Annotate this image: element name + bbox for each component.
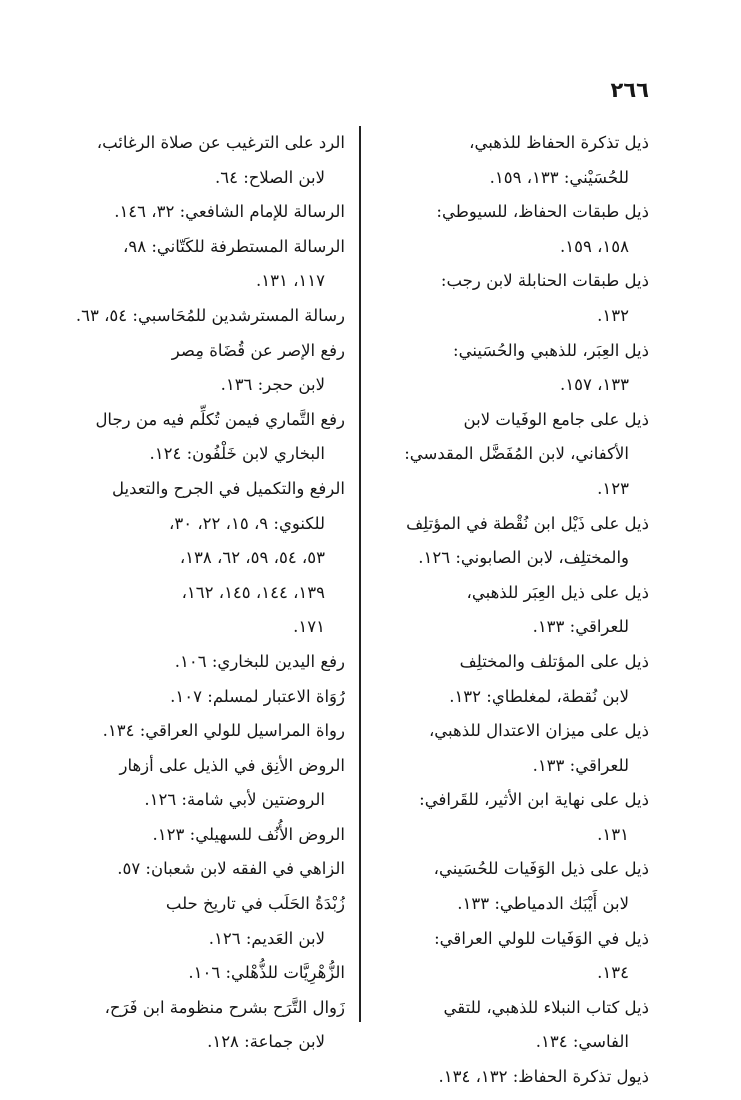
index-entry-continuation: لابن نُقطة، لمغلطاي: ١٣٢. [449, 686, 629, 706]
index-entry-title: رفع التَّماري فيمن تُكلِّم فيه من رجال [95, 409, 345, 429]
index-entry-continuation: ١٣٢. [597, 305, 629, 325]
index-entry [67, 472, 345, 645]
index-column-right [371, 126, 649, 1095]
index-entry-continuation: ١٣٣، ١٥٧. [559, 375, 629, 395]
index-entry [371, 264, 649, 333]
index-entry [67, 956, 345, 991]
index-entry-continuation: الروضتين لأبي شامة: ١٢٦. [144, 790, 325, 810]
index-entry [67, 818, 345, 853]
index-entry-title: ذيل في الوَفَيات للولي العراقي: [434, 928, 649, 948]
index-entry-title: ذيل تذكرة الحفاظ للذهبي، [469, 133, 649, 152]
index-entry-continuation: ١١٧، ١٣١. [255, 271, 325, 291]
index-column-left [67, 126, 345, 1060]
index-entry-continuation: للكنوي: ٩، ١٥، ٢٢، ٣٠، [169, 513, 325, 533]
index-entry-continuation: لابن الصلاح: ٦٤. [214, 167, 325, 187]
index-entry-title: رواة المراسيل للولي العراقي: ١٣٤. [102, 721, 345, 741]
index-entry-continuation: للعراقي: ١٣٣. [532, 617, 629, 637]
index-entry-title: ذيل على ميزان الاعتدال للذهبي، [428, 721, 649, 741]
index-entry-continuation: الفاسي: ١٣٤. [535, 1032, 629, 1052]
index-entry-title: الروض الأُنُف للسهيلي: ١٢٣. [152, 824, 345, 844]
index-entry [371, 403, 649, 507]
index-entry-continuation: للعراقي: ١٣٣. [532, 755, 629, 775]
index-entry-title: الرسالة للإمام الشافعي: ٣٢، ١٤٦. [114, 202, 345, 222]
index-entry [371, 576, 649, 645]
index-entry-continuation: ١٣٤. [597, 963, 629, 983]
index-entry [371, 645, 649, 714]
index-entry-continuation: للحُسَيْني: ١٣٣، ١٥٩. [489, 167, 629, 187]
index-entry [371, 991, 649, 1060]
index-entry-continuation: لابن العَديم: ١٢٦. [208, 928, 325, 948]
index-entry-continuation: لابن أَيْبَك الدمياطي: ١٣٣. [457, 894, 629, 914]
index-entry [371, 852, 649, 921]
index-entry-continuation: ٥٣، ٥٤، ٥٩، ٦٢، ١٣٨، [179, 548, 325, 568]
index-entry [67, 195, 345, 230]
index-entry-title: الرسالة المستطرفة للكَتّاني: ٩٨، [123, 236, 345, 256]
index-entry-continuation: ١٧١. [293, 617, 325, 637]
index-entry [371, 195, 649, 264]
index-entry-title: الزاهي في الفقه لابن شعبان: ٥٧. [117, 859, 345, 879]
index-entry-title: رفع الإصر عن قُضَاة مِصر [171, 340, 345, 360]
index-entry-title: ذيل طبقات الحنابلة لابن رجب: [440, 271, 649, 291]
column-divider [359, 126, 361, 1022]
index-entry [67, 714, 345, 749]
index-entry [371, 507, 649, 576]
index-entry-title: الرفع والتكميل في الجرح والتعديل [112, 478, 345, 498]
index-entry-continuation: لابن حجر: ١٣٦. [220, 375, 325, 395]
index-entry [371, 714, 649, 783]
index-entry [371, 783, 649, 852]
index-entry-title: ذيل على جامع الوفَيات لابن [463, 409, 649, 429]
index-entry-title: الرد على الترغيب عن صلاة الرغائب، [96, 133, 345, 152]
index-entry [67, 887, 345, 956]
index-entry-continuation: ١٣٩، ١٤٤، ١٤٥، ١٦٢، [181, 582, 325, 602]
index-entry [67, 991, 345, 1060]
index-entry-title: زُبْدَةُ الحَلَب في تاريخ حلب [165, 894, 345, 914]
index-entry-continuation: والمختلِف، لابن الصابوني: ١٢٦. [418, 548, 629, 568]
index-entry [67, 680, 345, 715]
index-entry-title: ذيل كتاب النبلاء للذهبي، للتقي [443, 997, 649, 1017]
index-entry-title: ذيل على ذَيْل ابن نُقْطة في المؤتلِف [406, 513, 649, 533]
index-entry-continuation: ١٥٨، ١٥٩. [559, 236, 629, 256]
index-entry-title: رسالة المسترشدين للمُحَاسبي: ٥٤، ٦٣. [75, 305, 345, 325]
index-entry-title: ذيل على ذيل الوَفَيات للحُسَيني، [433, 859, 649, 879]
index-entry [371, 334, 649, 403]
index-entry-title: رُوَاة الاعتبار لمسلم: ١٠٧. [170, 686, 345, 706]
index-entry [67, 749, 345, 818]
index-entry-continuation: لابن جماعة: ١٢٨. [207, 1032, 325, 1052]
index-entry [371, 1060, 649, 1095]
index-entry-title: رفع اليدين للبخاري: ١٠٦. [174, 651, 345, 671]
index-entry-title: ذيل طبقات الحفاظ، للسيوطي: [436, 202, 649, 222]
index-entry-title: ذيل على المؤتلف والمختلِف [459, 651, 649, 671]
index-entry-continuation: البخاري لابن خَلْفُون: ١٢٤. [149, 444, 325, 464]
index-entry-title: الروض الأنِق في الذيل على أزهار [119, 755, 345, 775]
index-entry-continuation: ١٢٣. [597, 478, 629, 498]
index-entry [67, 852, 345, 887]
index-entry-continuation: ١٣١. [597, 824, 629, 844]
index-entry [371, 922, 649, 991]
index-entry-title: ذيل على نهاية ابن الأثير، للقَرافي: [419, 790, 649, 810]
index-entry-title: ذيل على ذيل العِبَر للذهبي، [466, 582, 649, 602]
index-entry-continuation: الأكفاني، لابن المُفَضَّل المقدسي: [404, 444, 629, 464]
index-entry [371, 126, 649, 195]
index-entry-title: زَوال التَّرَح بشرح منظومة ابن فَرَح، [104, 997, 345, 1017]
index-entry [67, 403, 345, 472]
index-entry [67, 645, 345, 680]
index-entry [67, 299, 345, 334]
index-entry [67, 334, 345, 403]
index-entry-title: ذيل العِبَر، للذهبي والحُسَيني: [453, 340, 649, 360]
index-entry-title: الزُّهْرِيَّات للذُّهْلي: ١٠٦. [188, 963, 345, 983]
index-entry [67, 230, 345, 299]
page-number: ٢٦٦ [610, 78, 649, 102]
index-entry-title: ذيول تذكرة الحفاظ: ١٣٢، ١٣٤. [438, 1067, 649, 1087]
index-entry [67, 126, 345, 195]
